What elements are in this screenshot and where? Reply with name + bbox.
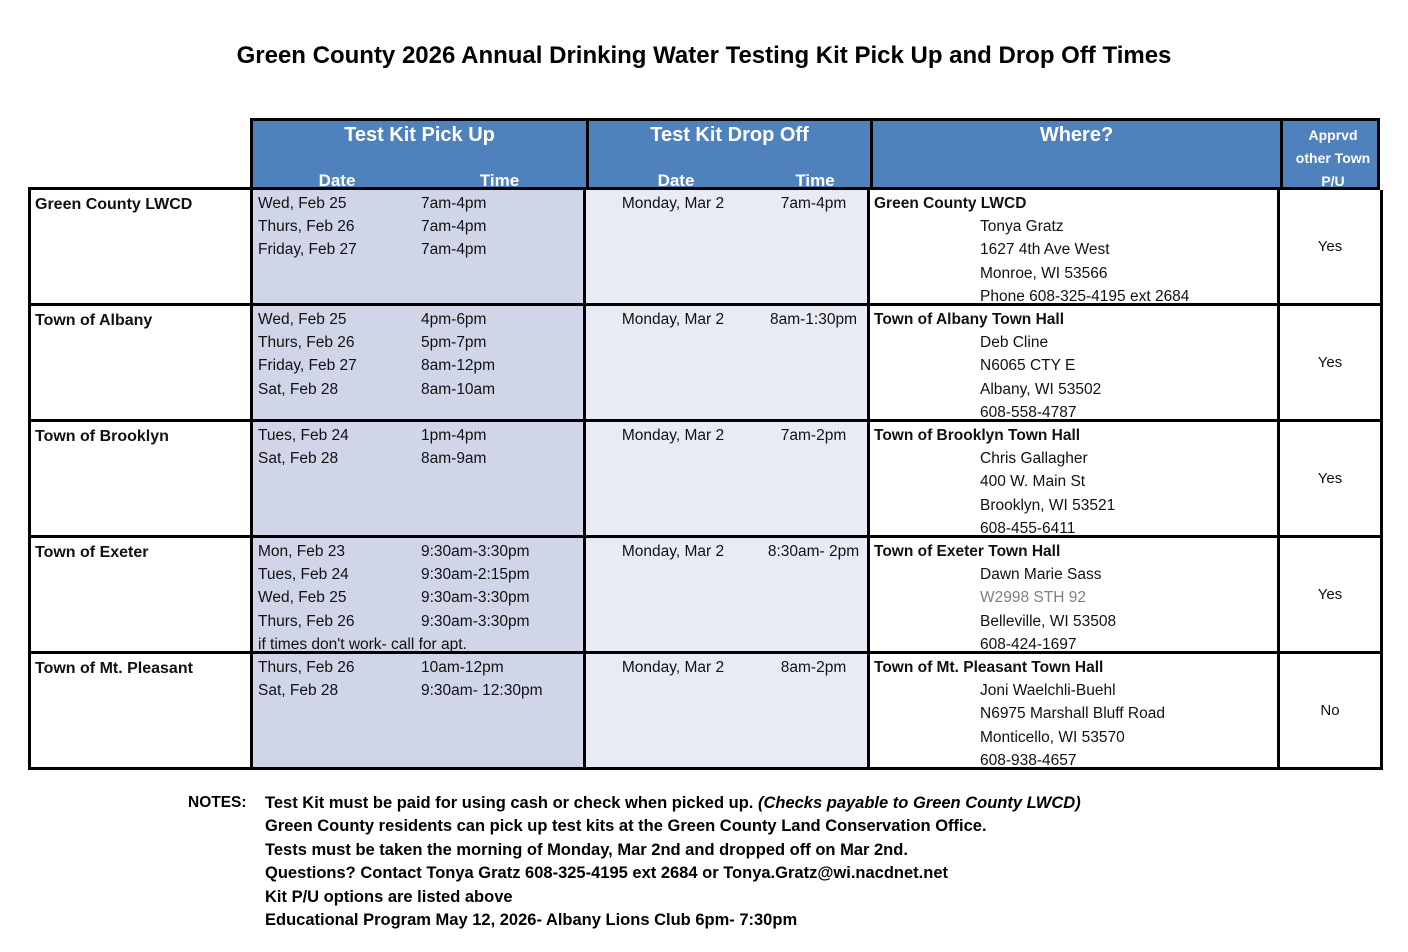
dropoff-line xyxy=(586,308,867,331)
pickup-time: 5pm-7pm xyxy=(421,334,487,352)
header-approved-line: Apprvd xyxy=(1308,127,1358,143)
pickup-line xyxy=(253,215,583,238)
pickup-line xyxy=(253,331,583,354)
dropoff-line xyxy=(586,192,867,215)
pickup-cell xyxy=(253,422,586,538)
pickup-time: 1pm-4pm xyxy=(421,427,487,444)
header-where-title: Where? xyxy=(1039,124,1114,146)
approved-cell: Yes xyxy=(1280,306,1383,422)
pickup-line xyxy=(253,610,583,633)
note-text: Educational Program May 12, 2026- Albany Lions Club 6pm- 7:30pm xyxy=(265,911,798,930)
where-cell xyxy=(870,538,1280,654)
note-line xyxy=(265,886,1081,909)
approved-cell: Yes xyxy=(1280,538,1383,654)
row-label: Town of Mt. Pleasant xyxy=(31,654,253,770)
where-cell xyxy=(870,190,1280,306)
pickup-date: Friday, Feb 27 xyxy=(258,241,357,259)
pickup-time: 4pm-6pm xyxy=(421,311,487,328)
dropoff-time: 7am-2pm xyxy=(780,427,847,444)
pickup-date: Wed, Feb 25 xyxy=(258,311,347,328)
pickup-time: 7am-4pm xyxy=(421,195,487,212)
dropoff-time: 7am-4pm xyxy=(780,195,847,212)
header-dropoff-date: Date xyxy=(657,171,695,190)
pickup-date: Thurs, Feb 26 xyxy=(258,218,355,236)
where-line: Phone 608-325-4195 ext 2684 xyxy=(980,287,1190,305)
where-cell xyxy=(870,654,1280,770)
pickup-date: Tues, Feb 24 xyxy=(258,427,349,444)
where-line: 1627 4th Ave West xyxy=(980,241,1110,259)
pickup-time: 10am-12pm xyxy=(421,659,504,676)
pickup-date: Mon, Feb 23 xyxy=(258,543,346,560)
header-approved-line: other Town xyxy=(1295,150,1371,166)
header-dropoff-title: Test Kit Drop Off xyxy=(650,124,809,146)
pickup-time: 9:30am-2:15pm xyxy=(421,566,530,584)
pickup-date: Wed, Feb 25 xyxy=(258,195,347,212)
pickup-cell xyxy=(253,654,586,770)
pickup-line xyxy=(253,586,583,609)
pickup-cell xyxy=(253,190,586,306)
where-title: Town of Brooklyn Town Hall xyxy=(874,427,1081,444)
header-pickup-time: Time xyxy=(479,171,520,190)
pickup-date: Thurs, Feb 26 xyxy=(258,659,355,676)
pickup-time: 8am-12pm xyxy=(421,357,496,375)
pickup-time: 9:30am- 12:30pm xyxy=(421,682,543,700)
pickup-line xyxy=(253,192,583,215)
dropoff-cell xyxy=(586,190,870,306)
dropoff-cell xyxy=(586,538,870,654)
dropoff-time: 8am-1:30pm xyxy=(769,311,857,328)
pickup-time: 7am-4pm xyxy=(421,241,487,259)
note-line xyxy=(265,815,1081,838)
dropoff-line xyxy=(586,656,867,679)
header-dropoff-time: Time xyxy=(795,171,835,190)
pickup-date: Sat, Feb 28 xyxy=(258,380,339,398)
pickup-line xyxy=(253,656,583,679)
notes-lines xyxy=(265,792,1081,932)
table-header xyxy=(250,118,1380,190)
pickup-time: 8am-10am xyxy=(421,380,496,398)
dropoff-cell xyxy=(586,654,870,770)
pickup-line xyxy=(253,563,583,586)
dropoff-line xyxy=(586,424,867,447)
pickup-line xyxy=(253,354,583,377)
where-line: W2998 STH 92 xyxy=(980,589,1086,607)
dropoff-time: 8am-2pm xyxy=(780,659,847,676)
where-line: Monroe, WI 53566 xyxy=(980,264,1108,282)
dropoff-date: Monday, Mar 2 xyxy=(621,311,725,328)
pickup-time: 9:30am-3:30pm xyxy=(421,612,530,630)
where-line: Brooklyn, WI 53521 xyxy=(980,496,1116,514)
dropoff-cell xyxy=(586,422,870,538)
header-where xyxy=(870,121,1280,193)
where-line: Albany, WI 53502 xyxy=(980,380,1102,398)
row-label: Town of Albany xyxy=(31,306,253,422)
pickup-time: 9:30am-3:30pm xyxy=(421,543,530,560)
where-line: N6975 Marshall Bluff Road xyxy=(980,705,1165,723)
pickup-date: Sat, Feb 28 xyxy=(258,450,339,468)
pickup-line xyxy=(253,447,583,470)
where-line: 608-424-1697 xyxy=(980,635,1077,653)
dropoff-cell xyxy=(586,306,870,422)
where-line: Tonya Gratz xyxy=(980,218,1064,236)
dropoff-date: Monday, Mar 2 xyxy=(621,195,725,212)
row-label: Green County LWCD xyxy=(31,190,253,306)
header-pickup-title: Test Kit Pick Up xyxy=(344,124,495,146)
pickup-date: Friday, Feb 27 xyxy=(258,357,357,375)
pickup-cell xyxy=(253,538,586,654)
note-text: Tests must be taken the morning of Monday, Mar 2nd and dropped off on Mar 2nd. xyxy=(265,840,908,859)
where-line: 608-558-4787 xyxy=(980,403,1077,421)
dropoff-date: Monday, Mar 2 xyxy=(621,659,725,676)
where-line: 608-455-6411 xyxy=(980,519,1076,537)
pickup-line xyxy=(253,378,583,401)
where-line: Dawn Marie Sass xyxy=(980,566,1102,584)
pickup-time: 8am-9am xyxy=(421,450,487,468)
dropoff-date: Monday, Mar 2 xyxy=(621,543,725,560)
notes-section xyxy=(188,792,1081,932)
where-line: N6065 CTY E xyxy=(980,357,1076,375)
note-line xyxy=(265,792,1081,815)
dropoff-time: 8:30am- 2pm xyxy=(767,543,860,560)
note-text: Test Kit must be paid for using cash or check when picked up. xyxy=(265,794,758,812)
header-dropoff xyxy=(586,121,870,193)
where-line: Chris Gallagher xyxy=(980,450,1088,468)
approved-cell: Yes xyxy=(1280,190,1383,306)
pickup-line xyxy=(253,540,583,563)
note-italic-text: (Checks payable to Green County LWCD) xyxy=(757,794,1081,812)
where-line: Monticello, WI 53570 xyxy=(980,728,1125,746)
page-title: Green County 2026 Annual Drinking Water Testing Kit Pick Up and Drop Off Times xyxy=(236,42,1172,69)
dropoff-line xyxy=(586,540,867,563)
dropoff-date: Monday, Mar 2 xyxy=(621,427,725,444)
pickup-note: if times don't work- call for apt. xyxy=(258,635,467,653)
note-line xyxy=(265,839,1081,862)
approved-cell: No xyxy=(1280,654,1383,770)
schedule-table-body xyxy=(28,187,1380,770)
where-cell xyxy=(870,422,1280,538)
pickup-time: 9:30am-3:30pm xyxy=(421,589,530,607)
pickup-cell xyxy=(253,306,586,422)
pickup-date: Wed, Feb 25 xyxy=(258,589,347,607)
where-line: Deb Cline xyxy=(980,334,1049,352)
where-title: Town of Mt. Pleasant Town Hall xyxy=(874,659,1104,676)
where-line: Joni Waelchli-Buehl xyxy=(980,682,1116,700)
pickup-time: 7am-4pm xyxy=(421,218,487,236)
note-line xyxy=(265,909,1081,932)
header-pickup-date: Date xyxy=(318,171,356,190)
note-text: Questions? Contact Tonya Gratz 608-325-4195 ext 2684 or Tonya.Gratz@wi.nacdnet.net xyxy=(265,864,949,883)
pickup-line xyxy=(253,238,583,261)
where-cell xyxy=(870,306,1280,422)
where-line: Belleville, WI 53508 xyxy=(980,612,1117,630)
note-text: Green County residents can pick up test kits at the Green County Land Conservation Office. xyxy=(265,817,987,836)
pickup-date: Thurs, Feb 26 xyxy=(258,612,355,630)
header-approved-line: P/U xyxy=(1321,173,1345,189)
pickup-line xyxy=(253,308,583,331)
pickup-line xyxy=(253,424,583,447)
notes-label: NOTES: xyxy=(188,794,247,811)
where-line: 608-938-4657 xyxy=(980,751,1077,769)
header-pickup xyxy=(253,121,586,193)
approved-cell: Yes xyxy=(1280,422,1383,538)
pickup-date: Sat, Feb 28 xyxy=(258,682,339,700)
note-text: Kit P/U options are listed above xyxy=(265,887,513,906)
pickup-date: Tues, Feb 24 xyxy=(258,566,349,584)
note-line xyxy=(265,862,1081,885)
where-title: Town of Albany Town Hall xyxy=(874,311,1065,328)
pickup-line xyxy=(253,679,583,702)
where-title: Town of Exeter Town Hall xyxy=(874,543,1061,560)
row-label: Town of Exeter xyxy=(31,538,253,654)
pickup-date: Thurs, Feb 26 xyxy=(258,334,355,352)
where-line: 400 W. Main St xyxy=(980,473,1086,491)
where-title: Green County LWCD xyxy=(874,195,1027,212)
row-label: Town of Brooklyn xyxy=(31,422,253,538)
header-approved xyxy=(1280,121,1383,193)
